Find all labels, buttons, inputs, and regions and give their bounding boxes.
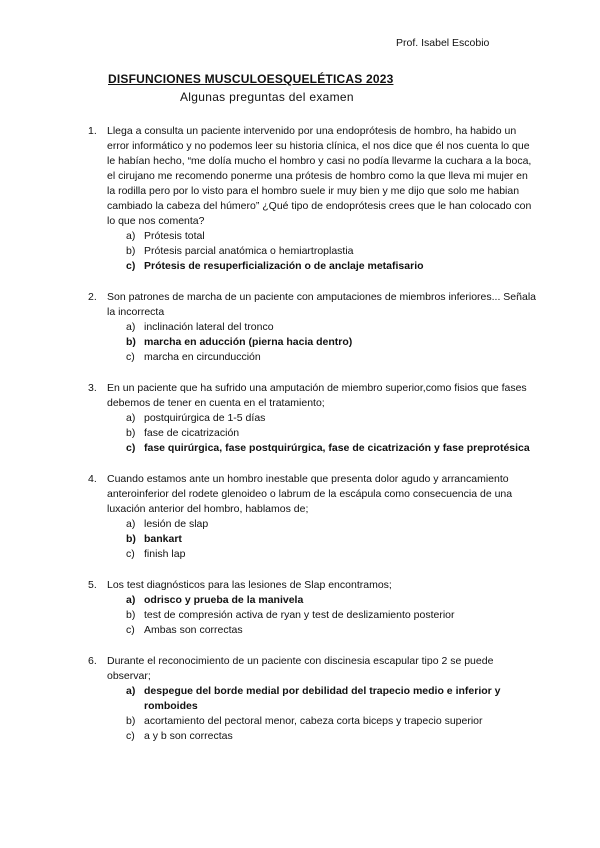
option-text: Prótesis total xyxy=(144,230,205,242)
option-text: a y b son correctas xyxy=(144,730,233,742)
question-text: Cuando estamos ante un hombro inestable que presenta dolor agudo y arrancamiento anteroinferior del rodete glenoideo o labrum de la escápula como consecuencia de una luxación anterior del hombro, hablamos de; xyxy=(107,473,513,515)
option-a-correct xyxy=(107,593,538,608)
option-letter: a) xyxy=(126,321,136,333)
option-text: fase de cicatrización xyxy=(144,427,240,439)
question-number: 2. xyxy=(88,291,97,303)
option-letter: c) xyxy=(126,260,136,272)
option-letter: b) xyxy=(126,533,136,545)
option-text: acortamiento del pectoral menor, cabeza corta biceps y trapecio superior xyxy=(144,715,483,727)
question-3 xyxy=(88,381,538,456)
option-a xyxy=(107,320,538,335)
document-subtitle: Algunas preguntas del examen xyxy=(180,90,354,104)
question-text: En un paciente que ha sufrido una amputación de miembro superior,como fisios que fases debemos de tener en cuenta en el tratamiento; xyxy=(107,382,527,409)
question-text: Son patrones de marcha de un paciente con amputaciones de miembros inferiores... Señala la incorrecta xyxy=(107,291,537,318)
option-b-correct xyxy=(107,335,538,350)
option-text: despegue del borde medial por debilidad del trapecio medio e inferior y romboides xyxy=(144,685,501,712)
option-list xyxy=(107,411,538,456)
option-c xyxy=(107,729,538,744)
option-a-correct xyxy=(107,684,538,714)
option-list xyxy=(107,517,538,562)
question-number: 5. xyxy=(88,579,97,591)
option-letter: c) xyxy=(126,351,135,363)
author-name: Prof. Isabel Escobio xyxy=(396,37,490,49)
option-text: test de compresión activa de ryan y test de deslizamiento posterior xyxy=(144,609,455,621)
option-letter: c) xyxy=(126,442,136,454)
option-text: Ambas son correctas xyxy=(144,624,243,636)
option-c xyxy=(107,623,538,638)
option-c-correct xyxy=(107,441,538,456)
option-letter: c) xyxy=(126,624,135,636)
option-letter: a) xyxy=(126,412,136,424)
question-6 xyxy=(88,654,538,744)
option-text: postquirúrgica de 1-5 días xyxy=(144,412,266,424)
option-letter: b) xyxy=(126,715,136,727)
option-letter: b) xyxy=(126,609,136,621)
option-c-correct xyxy=(107,259,538,274)
question-text: Llega a consulta un paciente intervenido por una endoprótesis de hombro, ha habido un error informático y no podemos leer su historia clínica, el nos dice que él nos cuenta lo que le habían hecho, “me dolía mucho el hombro y casi no podía llevarme la cuchara a la boca, el cirujano me recomendo ponerme una prótesis de hombro como la que lleva mi mujer en la rodilla pero por lo visto para el hombro suele ir muy bien y me dijo que solo me habian cambiado la cabeza del húmero” ¿Qué tipo de endoprótesis crees que le han colocado con lo que nos comenta? xyxy=(107,125,532,227)
question-number: 6. xyxy=(88,655,97,667)
option-text: Prótesis de resuperficialización o de anclaje metafisario xyxy=(144,260,424,272)
option-text: odrisco y prueba de la manivela xyxy=(144,594,304,606)
option-text: marcha en aducción (pierna hacia dentro) xyxy=(144,336,353,348)
option-b xyxy=(107,426,538,441)
option-letter: b) xyxy=(126,427,136,439)
question-4 xyxy=(88,472,538,562)
option-c xyxy=(107,547,538,562)
question-text: Los test diagnósticos para las lesiones de Slap encontramos; xyxy=(107,579,392,591)
question-number: 4. xyxy=(88,473,97,485)
question-text: Durante el reconocimiento de un paciente con discinesia escapular tipo 2 se puede observar; xyxy=(107,655,494,682)
option-text: marcha en circunducción xyxy=(144,351,261,363)
question-number: 1. xyxy=(88,125,97,137)
option-text: inclinación lateral del tronco xyxy=(144,321,274,333)
option-text: fase quirúrgica, fase postquirúrgica, fase de cicatrización y fase preprotésica xyxy=(144,442,530,454)
option-b xyxy=(107,608,538,623)
option-letter: a) xyxy=(126,230,136,242)
question-1 xyxy=(88,124,538,274)
document-title: DISFUNCIONES MUSCULOESQUELÉTICAS 2023 xyxy=(108,72,394,86)
option-list xyxy=(107,593,538,638)
option-text: bankart xyxy=(144,533,182,545)
option-list xyxy=(107,229,538,274)
question-list xyxy=(88,124,538,760)
option-letter: b) xyxy=(126,336,136,348)
option-letter: a) xyxy=(126,685,136,697)
option-b xyxy=(107,714,538,729)
option-letter: c) xyxy=(126,548,135,560)
option-b xyxy=(107,244,538,259)
option-text: lesión de slap xyxy=(144,518,209,530)
option-letter: b) xyxy=(126,245,136,257)
option-list xyxy=(107,684,538,744)
option-a xyxy=(107,229,538,244)
option-text: Prótesis parcial anatómica o hemiartroplastia xyxy=(144,245,354,257)
question-5 xyxy=(88,578,538,638)
option-b-correct xyxy=(107,532,538,547)
option-text: finish lap xyxy=(144,548,186,560)
question-number: 3. xyxy=(88,382,97,394)
option-c xyxy=(107,350,538,365)
option-list xyxy=(107,320,538,365)
question-2 xyxy=(88,290,538,365)
option-a xyxy=(107,411,538,426)
option-a xyxy=(107,517,538,532)
option-letter: a) xyxy=(126,594,136,606)
option-letter: a) xyxy=(126,518,136,530)
option-letter: c) xyxy=(126,730,135,742)
